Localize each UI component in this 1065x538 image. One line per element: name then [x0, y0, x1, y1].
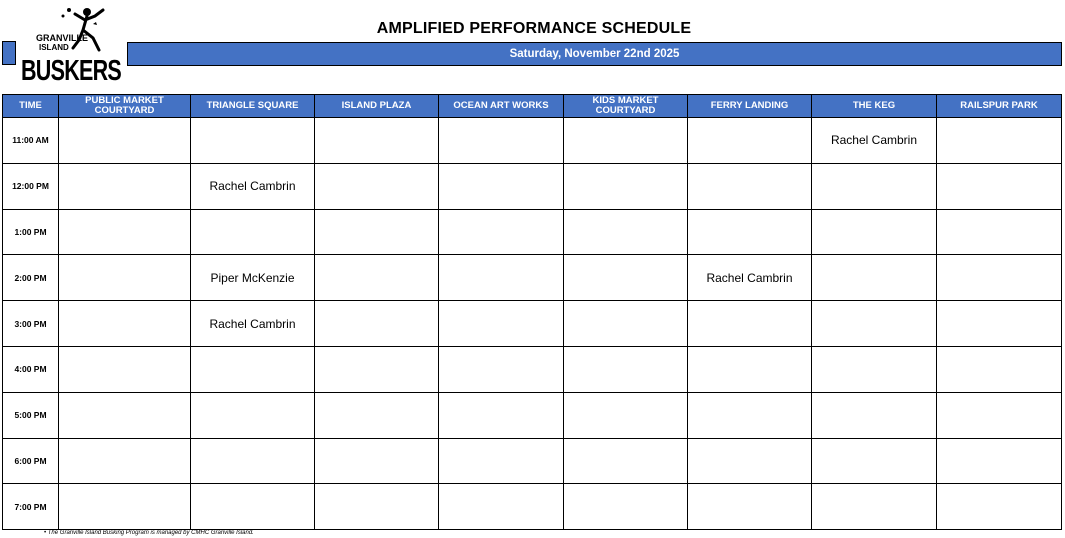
- column-header-the-keg: THE KEG: [812, 95, 937, 118]
- page-title: AMPLIFIED PERFORMANCE SCHEDULE: [376, 20, 692, 37]
- performer-cell: [564, 346, 688, 392]
- performer-cell: [812, 163, 937, 209]
- table-row: [3, 255, 1062, 301]
- performer-cell: [688, 438, 812, 484]
- time-cell: 7:00 PM: [3, 484, 59, 530]
- time-cell: 2:00 PM: [3, 255, 59, 301]
- performer-cell: [564, 118, 688, 164]
- schedule-body: [3, 118, 1062, 530]
- time-cell: 6:00 PM: [3, 438, 59, 484]
- performer-cell: [688, 346, 812, 392]
- column-header-railspur-park: RAILSPUR PARK: [937, 95, 1062, 118]
- performer-cell: [564, 438, 688, 484]
- performer-cell: [59, 392, 191, 438]
- table-row: [3, 392, 1062, 438]
- column-header-triangle-square: TRIANGLE SQUARE: [191, 95, 315, 118]
- time-cell: 11:00 AM: [3, 118, 59, 164]
- performer-cell: [315, 209, 439, 255]
- performer-cell: [439, 209, 564, 255]
- performer-cell: Piper McKenzie: [191, 255, 315, 301]
- performer-cell: Rachel Cambrin: [191, 301, 315, 347]
- performer-cell: [191, 118, 315, 164]
- performer-cell: [564, 484, 688, 530]
- schedule-table: [2, 94, 1062, 530]
- performer-cell: [191, 346, 315, 392]
- buskers-logo: [3, 4, 127, 87]
- performer-cell: [315, 438, 439, 484]
- logo-line-2: ISLAND: [39, 43, 69, 52]
- performer-cell: [937, 118, 1062, 164]
- performer-cell: [59, 438, 191, 484]
- performer-cell: [564, 209, 688, 255]
- footnote: • The Granville Island Busking Program is managed by CMHC Granville Island.: [44, 530, 254, 536]
- performer-cell: [937, 484, 1062, 530]
- performer-cell: Rachel Cambrin: [191, 163, 315, 209]
- column-header-public-market-courtyard: PUBLIC MARKET COURTYARD: [59, 95, 191, 118]
- performer-cell: [59, 118, 191, 164]
- performer-cell: [812, 255, 937, 301]
- performer-cell: [59, 484, 191, 530]
- performer-cell: [812, 392, 937, 438]
- performer-cell: [315, 392, 439, 438]
- table-row: [3, 484, 1062, 530]
- performer-cell: [439, 301, 564, 347]
- header-row: [3, 95, 1062, 118]
- performer-cell: [688, 209, 812, 255]
- column-header-island-plaza: ISLAND PLAZA: [315, 95, 439, 118]
- time-cell: 5:00 PM: [3, 392, 59, 438]
- schedule-date: Saturday, November 22nd 2025: [127, 42, 1062, 66]
- performer-cell: [59, 301, 191, 347]
- table-row: [3, 209, 1062, 255]
- performer-cell: [439, 118, 564, 164]
- performer-cell: [564, 255, 688, 301]
- performer-cell: [315, 346, 439, 392]
- table-row: [3, 301, 1062, 347]
- performer-cell: [937, 346, 1062, 392]
- performer-cell: [564, 392, 688, 438]
- performer-cell: [937, 438, 1062, 484]
- performer-cell: [191, 484, 315, 530]
- performer-cell: [937, 392, 1062, 438]
- performer-cell: [315, 484, 439, 530]
- performer-cell: [59, 163, 191, 209]
- performer-cell: [812, 438, 937, 484]
- column-header-ocean-art-works: OCEAN ART WORKS: [439, 95, 564, 118]
- logo-line-3: BUSKERS: [21, 55, 122, 87]
- time-cell: 1:00 PM: [3, 209, 59, 255]
- performer-cell: [439, 163, 564, 209]
- table-row: [3, 163, 1062, 209]
- column-header-time: TIME: [3, 95, 59, 118]
- column-header-ferry-landing: FERRY LANDING: [688, 95, 812, 118]
- performer-cell: [812, 484, 937, 530]
- performer-cell: [688, 484, 812, 530]
- performer-cell: [564, 163, 688, 209]
- performer-cell: [937, 255, 1062, 301]
- performer-cell: [315, 163, 439, 209]
- performer-cell: [439, 255, 564, 301]
- time-cell: 3:00 PM: [3, 301, 59, 347]
- performer-cell: [812, 301, 937, 347]
- performer-cell: [688, 301, 812, 347]
- performer-cell: [59, 346, 191, 392]
- performer-cell: [812, 209, 937, 255]
- performer-cell: [439, 438, 564, 484]
- performer-cell: [191, 392, 315, 438]
- performer-cell: [812, 346, 937, 392]
- performer-cell: [439, 392, 564, 438]
- performer-cell: [439, 346, 564, 392]
- performer-cell: [688, 392, 812, 438]
- performer-cell: [937, 163, 1062, 209]
- performer-cell: [564, 301, 688, 347]
- logo-line-1: GRANVILLE: [36, 33, 89, 43]
- performer-cell: [688, 163, 812, 209]
- performer-cell: [59, 255, 191, 301]
- performer-cell: [937, 301, 1062, 347]
- performer-cell: [439, 484, 564, 530]
- time-cell: 4:00 PM: [3, 346, 59, 392]
- table-row: [3, 346, 1062, 392]
- performer-cell: [315, 255, 439, 301]
- performer-cell: [59, 209, 191, 255]
- performer-cell: [315, 301, 439, 347]
- column-header-kids-market-courtyard: KIDS MARKET COURTYARD: [564, 95, 688, 118]
- performer-cell: [191, 438, 315, 484]
- busker-silhouette-icon: [3, 4, 127, 87]
- time-cell: 12:00 PM: [3, 163, 59, 209]
- performer-cell: [937, 209, 1062, 255]
- table-row: [3, 118, 1062, 164]
- performer-cell: [315, 118, 439, 164]
- table-row: [3, 438, 1062, 484]
- performer-cell: [688, 118, 812, 164]
- performer-cell: Rachel Cambrin: [688, 255, 812, 301]
- performer-cell: [191, 209, 315, 255]
- performer-cell: Rachel Cambrin: [812, 118, 937, 164]
- logo-accent-bar: [2, 41, 16, 65]
